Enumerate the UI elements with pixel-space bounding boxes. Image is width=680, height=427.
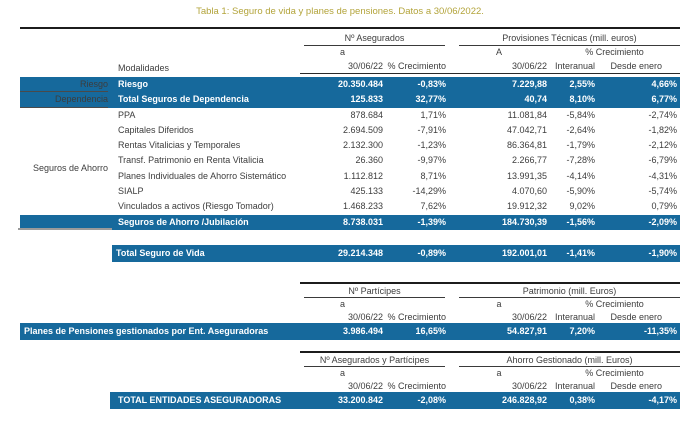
t2-colh-interanual: Interanual <box>554 312 595 322</box>
row-value: -2,74% <box>648 109 677 120</box>
row-value: 86.364,81 <box>506 140 547 151</box>
row-value: -14,29% <box>412 186 446 197</box>
row-value: -7,28% <box>566 155 595 166</box>
side-label-dependencia: Dependencia <box>20 92 108 107</box>
t2-sub-a2: a <box>496 299 502 309</box>
row-value: 4,66% <box>609 77 680 92</box>
row-value: -6,79% <box>648 155 677 166</box>
row-value: -0,83% <box>385 77 449 92</box>
row-label: Seguros de Ahorro /Jubilación <box>112 215 300 230</box>
t2-sub-a: a <box>339 299 345 309</box>
table-row <box>20 138 680 153</box>
t2-colh-fecha1: 30/06/22 <box>347 312 383 322</box>
t1-group-asegurados: Nº Asegurados <box>304 32 445 46</box>
t3-colh-fecha2: 30/06/22 <box>511 381 547 391</box>
table-row <box>20 123 680 138</box>
row-value: 7.229,88 <box>449 77 549 92</box>
row-value: 7,62% <box>420 201 446 212</box>
row-value: -5,84% <box>566 109 595 120</box>
total-entidades-aseguradoras-row <box>110 392 680 409</box>
row-value: 26.360 <box>355 155 383 166</box>
row-value: 20.350.484 <box>300 77 385 92</box>
row-value: -1,79% <box>566 140 595 151</box>
row-value: 1,71% <box>420 109 446 120</box>
total-seguro-de-vida-row <box>112 245 680 262</box>
row-value: -2,08% <box>417 395 446 405</box>
table3-header <box>300 351 680 393</box>
t2-colh-fecha2: 30/06/22 <box>511 312 547 322</box>
t1-sub-A: A <box>495 47 502 57</box>
row-value: 0,79% <box>651 201 677 212</box>
row-value: 8,10% <box>549 92 609 107</box>
row-value: 2.132.300 <box>342 140 383 151</box>
t2-sub-crecimiento: % Crecimiento <box>585 299 644 309</box>
row-value: -1,41% <box>566 248 595 258</box>
row-value: 192.001,01 <box>501 248 547 258</box>
t3-group-ahorro-gestionado: Ahorro Gestionado (mill. Euros) <box>459 354 680 367</box>
row-value: 40,74 <box>449 92 549 107</box>
row-value: 4.070,60 <box>511 186 547 197</box>
row-value: 32,77% <box>385 92 449 107</box>
t3-group-asegurados-participes: Nº Asegurados y Partícipes <box>304 354 445 367</box>
t3-colh-interanual: Interanual <box>554 381 595 391</box>
row-value: -1,23% <box>417 140 446 151</box>
row-value: 8,71% <box>420 170 446 181</box>
row-value: -4,31% <box>648 170 677 181</box>
row-value: -5,74% <box>648 186 677 197</box>
row-value: 425.133 <box>350 186 383 197</box>
top-rule <box>20 27 680 29</box>
row-label: Capitales Diferidos <box>118 124 194 135</box>
row-value: 2.694.509 <box>342 124 383 135</box>
table2-header <box>300 282 680 324</box>
row-value: 2.266,77 <box>511 155 547 166</box>
row-value: -4,17% <box>648 395 677 405</box>
t2-group-patrimonio: Patrimonio (mill. Euros) <box>459 285 680 298</box>
row-value: -1,90% <box>648 248 677 258</box>
row-label: PPA <box>118 109 136 120</box>
t3-sub-a: a <box>339 368 345 378</box>
row-value: 125.833 <box>300 92 385 107</box>
table-row <box>20 215 680 230</box>
row-value: -1,82% <box>648 124 677 135</box>
row-value: 16,65% <box>415 326 446 336</box>
t1-group-provisiones: Provisiones Técnicas (mill. euros) <box>459 32 680 46</box>
row-label: Riesgo <box>112 77 300 92</box>
table-row <box>20 199 680 214</box>
t1-colh-desde-enero: Desde enero <box>610 61 662 71</box>
row-value: 8.738.031 <box>300 215 385 230</box>
row-value: -2,09% <box>609 215 680 230</box>
row-value: 7,20% <box>569 326 595 336</box>
row-value: -4,14% <box>566 170 595 181</box>
table1-header <box>300 32 680 74</box>
row-value: -9,97% <box>417 155 446 166</box>
t3-colh-fecha1: 30/06/22 <box>347 381 383 391</box>
t1-colh-fecha2: 30/06/22 <box>511 61 547 71</box>
row-value: 9,02% <box>569 201 595 212</box>
row-value: 1.112.812 <box>343 170 383 181</box>
row-label: SIALP <box>118 186 144 197</box>
row-value: 47.042,71 <box>506 124 547 135</box>
row-value: 0,38% <box>569 395 595 405</box>
row-value: 2,55% <box>549 77 609 92</box>
row-value: 13.991,35 <box>506 170 547 181</box>
row-value: 19.912,32 <box>506 201 547 212</box>
row-value: -1,39% <box>385 215 449 230</box>
row-label: Vinculados a activos (Riesgo Tomador) <box>118 201 274 212</box>
t2-colh-crecimiento: % Crecimiento <box>387 312 446 322</box>
row-value: -2,12% <box>648 140 677 151</box>
row-value: 246.828,92 <box>501 395 547 405</box>
table-row <box>20 184 680 199</box>
t1-colh-interanual: Interanual <box>554 61 595 71</box>
t3-colh-desde-enero: Desde enero <box>610 381 662 391</box>
row-label: Planes de Pensiones gestionados por Ent. Aseguradoras <box>24 326 269 336</box>
t3-sub-crecimiento: % Crecimiento <box>585 368 644 378</box>
row-value: 184.730,39 <box>449 215 549 230</box>
table-row <box>20 77 680 92</box>
row-label: TOTAL ENTIDADES ASEGURADORAS <box>118 395 282 405</box>
table-row <box>20 92 680 107</box>
row-value: 3.986.494 <box>342 326 383 336</box>
table1-body <box>20 77 680 230</box>
row-value: 6,77% <box>609 92 680 107</box>
side-group-separator <box>18 228 112 230</box>
t1-sub-a: a <box>339 47 345 57</box>
row-value: -7,91% <box>417 124 446 135</box>
row-label: Total Seguro de Vida <box>116 248 205 258</box>
row-value: 1.468.233 <box>342 201 383 212</box>
table-row <box>20 153 680 168</box>
row-value: -5,90% <box>566 186 595 197</box>
row-value: -11,35% <box>643 326 677 336</box>
row-label: Transf. Patrimonio en Renta Vitalicia <box>118 155 264 166</box>
row-value: -1,56% <box>549 215 609 230</box>
row-value: 29.214.348 <box>337 248 383 258</box>
planes-pensiones-row <box>20 323 680 340</box>
t1-colh-fecha1: 30/06/22 <box>347 61 383 71</box>
row-value: 878.684 <box>350 109 383 120</box>
row-value: -2,64% <box>566 124 595 135</box>
row-label: Rentas Vitalicias y Temporales <box>118 140 241 151</box>
row-value: -0,89% <box>417 248 446 258</box>
t1-colh-crecimiento: % Crecimiento <box>387 61 446 71</box>
t3-sub-a2: a <box>496 368 502 378</box>
row-value: 54.827,91 <box>506 326 547 336</box>
side-label-seguros-de-ahorro: Seguros de Ahorro <box>32 163 108 174</box>
t2-colh-desde-enero: Desde enero <box>610 312 662 322</box>
row-value: 11.081,84 <box>507 109 547 120</box>
row-label: Planes Individuales de Ahorro Sistemático <box>118 170 287 181</box>
table-row <box>20 108 680 123</box>
row-value: 33.200.842 <box>337 395 383 405</box>
t1-colh-modalidades: Modalidades <box>118 63 170 73</box>
report-title: Tabla 1: Seguro de vida y planes de pensiones. Datos a 30/06/2022. <box>196 6 484 17</box>
row-label: Total Seguros de Dependencia <box>112 92 300 107</box>
t2-group-participes: Nº Partícipes <box>304 285 445 298</box>
side-label-riesgo: Riesgo <box>20 77 108 92</box>
t3-colh-crecimiento: % Crecimiento <box>387 381 446 391</box>
table-row <box>20 169 680 184</box>
t1-sub-crecimiento: % Crecimiento <box>585 47 644 57</box>
